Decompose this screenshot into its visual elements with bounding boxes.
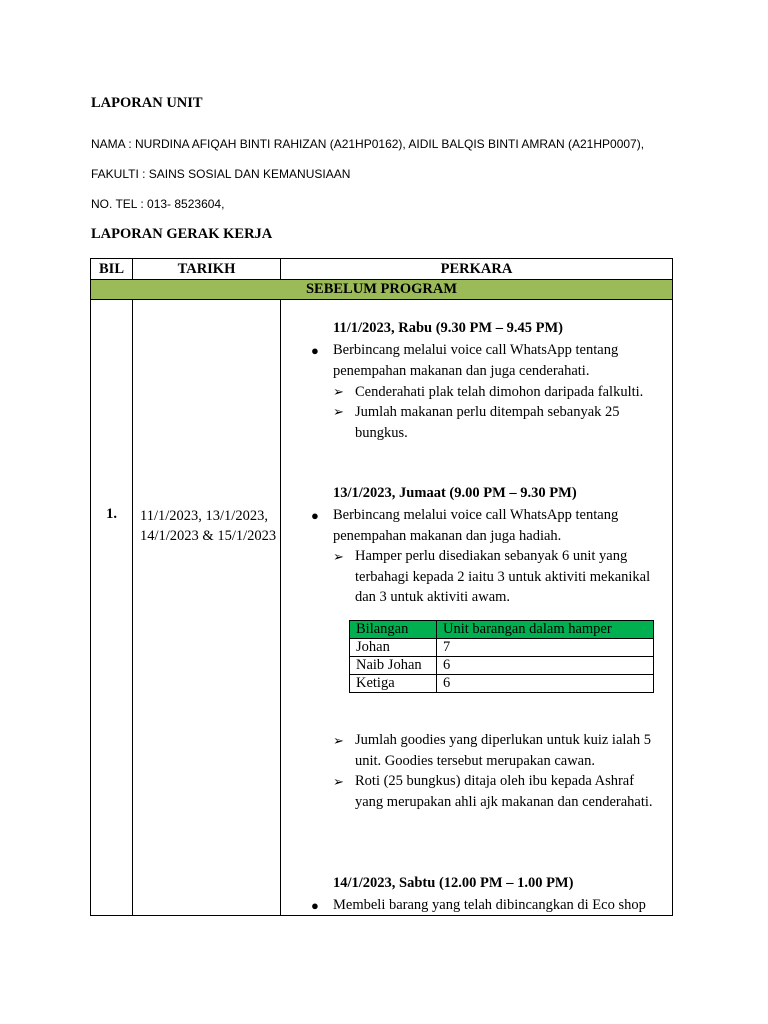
entry-date: 11/1/2023, Rabu (9.30 PM – 9.45 PM): [333, 320, 563, 336]
entry-bullet-text: Berbincang melalui voice call WhatsApp tentang penempahan makanan dan juga hadiah.: [333, 507, 619, 544]
entry-date: 13/1/2023, Jumaat (9.00 PM – 9.30 PM): [333, 485, 577, 501]
fakulti-line: FAKULTI : SAINS SOSIAL DAN KEMANUSIAAN: [91, 167, 351, 181]
hamper-cell: 6: [437, 657, 654, 675]
bullet-icon: ●: [311, 343, 319, 358]
hamper-cell: Ketiga: [350, 675, 437, 693]
bil-number: 1.: [106, 506, 117, 522]
table-header-row: [91, 259, 673, 280]
bullet-icon: ●: [311, 898, 319, 913]
hamper-table: [349, 620, 654, 693]
entry-bullet-text: Membeli barang yang telah dibincangkan di Eco shop: [333, 897, 646, 913]
arrow-bullet-icon: ➢: [333, 774, 344, 789]
tarikh-cell: [133, 300, 281, 916]
section-row: [91, 280, 673, 300]
nama-line: NAMA : NURDINA AFIQAH BINTI RAHIZAN (A21HP0162), AIDIL BALQIS BINTI AMRAN (A21HP0007),: [91, 137, 645, 151]
table-row: [350, 675, 654, 693]
arrow-bullet-icon: ➢: [333, 384, 344, 399]
tarikh-text: 11/1/2023, 13/1/2023, 14/1/2023 & 15/1/2023: [140, 508, 277, 544]
report-title: LAPORAN UNIT: [91, 95, 203, 111]
arrow-bullet-icon: ➢: [333, 733, 344, 748]
bil-cell: [91, 300, 133, 916]
hamper-cell: Johan: [350, 639, 437, 657]
tel-line: NO. TEL : 013- 8523604,: [91, 197, 225, 211]
header-tarikh: TARIKH: [133, 259, 281, 280]
hamper-header-unit: Unit barangan dalam hamper: [437, 621, 654, 639]
section-label: SEBELUM PROGRAM: [91, 280, 673, 300]
hamper-cell: 7: [437, 639, 654, 657]
entry-sub-text: Jumlah goodies yang diperlukan untuk kuiz ialah 5 unit. Goodies tersebut merupakan cawan.: [355, 732, 651, 769]
arrow-bullet-icon: ➢: [333, 404, 344, 419]
hamper-cell: Naib Johan: [350, 657, 437, 675]
work-report-table: [90, 258, 673, 916]
entry-date: 14/1/2023, Sabtu (12.00 PM – 1.00 PM): [333, 875, 574, 891]
table-row: [350, 657, 654, 675]
header-perkara: PERKARA: [281, 259, 673, 280]
bullet-icon: ●: [311, 508, 319, 523]
entry-sub-text: Roti (25 bungkus) ditaja oleh ibu kepada Ashraf yang merupakan ahli ajk makanan dan cenderahati.: [355, 773, 653, 810]
table-row: [350, 639, 654, 657]
entry-bullet-text: Berbincang melalui voice call WhatsApp tentang penempahan makanan dan juga cenderahati.: [333, 342, 619, 379]
entry-sub-text: Jumlah makanan perlu ditempah sebanyak 25 bungkus.: [355, 404, 620, 441]
hamper-header-bilangan: Bilangan: [350, 621, 437, 639]
entry-sub-text: Hamper perlu disediakan sebanyak 6 unit yang terbahagi kepada 2 iaitu 3 untuk aktiviti mekanikal dan 3 untuk aktiviti awam.: [355, 548, 651, 605]
hamper-cell: 6: [437, 675, 654, 693]
header-bil: BIL: [91, 259, 133, 280]
perkara-cell: [281, 300, 673, 916]
arrow-bullet-icon: ➢: [333, 549, 344, 564]
report-subtitle: LAPORAN GERAK KERJA: [91, 226, 273, 242]
entry-sub-text: Cenderahati plak telah dimohon daripada falkulti.: [355, 384, 644, 400]
hamper-header-row: [350, 621, 654, 639]
table-row: [91, 300, 673, 916]
